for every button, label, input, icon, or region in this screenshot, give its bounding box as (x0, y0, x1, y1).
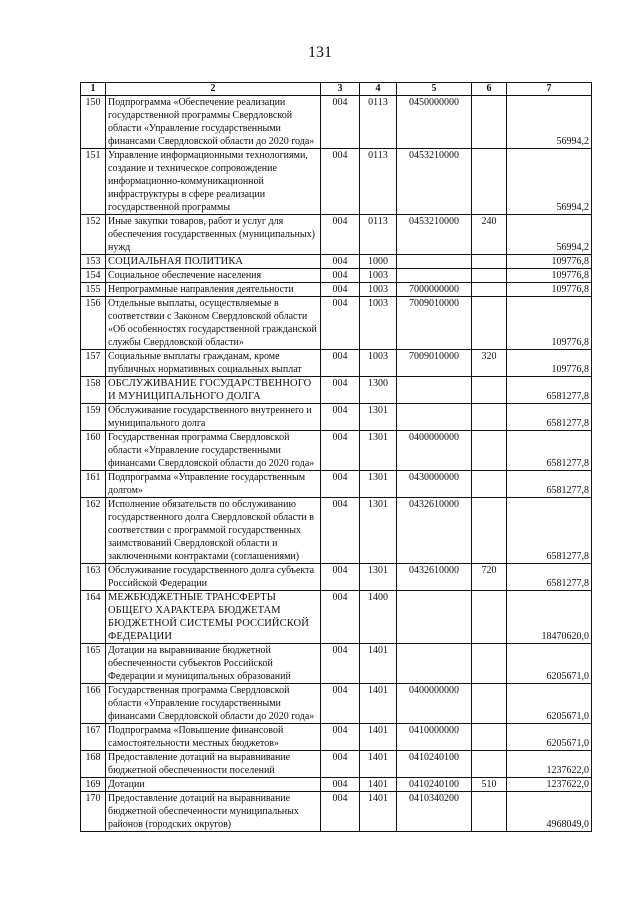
table-row (81, 471, 592, 498)
target-article-cell (397, 269, 472, 283)
row-number-cell: 163 (81, 564, 106, 591)
column-header: 3 (321, 83, 360, 96)
amount-cell: 1237622,0 (507, 778, 592, 792)
ministry-code-cell: 004 (321, 724, 360, 751)
section-code-cell: 1401 (360, 644, 397, 684)
expense-type-cell (472, 431, 507, 471)
section-code-cell: 1003 (360, 297, 397, 350)
amount-cell: 6205671,0 (507, 684, 592, 724)
item-name-cell: Обслуживание государственного внутреннего и муниципального долга (106, 404, 321, 431)
section-code-cell: 1401 (360, 724, 397, 751)
table-row (81, 96, 592, 149)
amount-cell: 56994,2 (507, 96, 592, 149)
table-row (81, 684, 592, 724)
target-article-cell: 7009010000 (397, 350, 472, 377)
expense-type-cell (472, 96, 507, 149)
target-article-cell: 0450000000 (397, 96, 472, 149)
row-number-cell: 164 (81, 591, 106, 644)
table-body (81, 96, 592, 832)
section-code-cell: 1301 (360, 431, 397, 471)
target-article-cell: 0400000000 (397, 431, 472, 471)
expense-type-cell: 320 (472, 350, 507, 377)
table-header-row (81, 83, 592, 96)
expense-type-cell: 240 (472, 215, 507, 255)
table-row (81, 792, 592, 832)
row-number-cell: 159 (81, 404, 106, 431)
amount-cell: 6205671,0 (507, 724, 592, 751)
row-number-cell: 160 (81, 431, 106, 471)
expense-type-cell (472, 471, 507, 498)
expense-type-cell (472, 255, 507, 269)
ministry-code-cell: 004 (321, 644, 360, 684)
target-article-cell (397, 644, 472, 684)
ministry-code-cell: 004 (321, 377, 360, 404)
column-header: 2 (106, 83, 321, 96)
ministry-code-cell: 004 (321, 471, 360, 498)
item-name-cell: Непрограммные направления деятельности (106, 283, 321, 297)
target-article-cell: 0410000000 (397, 724, 472, 751)
table-row (81, 297, 592, 350)
target-article-cell: 7009010000 (397, 297, 472, 350)
target-article-cell (397, 591, 472, 644)
table-row (81, 564, 592, 591)
target-article-cell (397, 377, 472, 404)
section-code-cell: 1003 (360, 283, 397, 297)
row-number-cell: 170 (81, 792, 106, 832)
column-header: 5 (397, 83, 472, 96)
ministry-code-cell: 004 (321, 149, 360, 215)
table-row (81, 724, 592, 751)
ministry-code-cell: 004 (321, 269, 360, 283)
amount-cell: 1237622,0 (507, 751, 592, 778)
section-code-cell: 1003 (360, 269, 397, 283)
amount-cell: 56994,2 (507, 215, 592, 255)
target-article-cell: 0453210000 (397, 215, 472, 255)
amount-cell: 6581277,8 (507, 498, 592, 564)
row-number-cell: 152 (81, 215, 106, 255)
table-row (81, 644, 592, 684)
target-article-cell: 0410340200 (397, 792, 472, 832)
ministry-code-cell: 004 (321, 591, 360, 644)
item-name-cell: СОЦИАЛЬНАЯ ПОЛИТИКА (106, 255, 321, 269)
amount-cell: 6205671,0 (507, 644, 592, 684)
table-row (81, 431, 592, 471)
row-number-cell: 169 (81, 778, 106, 792)
table-row (81, 255, 592, 269)
row-number-cell: 155 (81, 283, 106, 297)
section-code-cell: 1301 (360, 404, 397, 431)
row-number-cell: 153 (81, 255, 106, 269)
target-article-cell: 0410240100 (397, 778, 472, 792)
row-number-cell: 158 (81, 377, 106, 404)
table-row (81, 269, 592, 283)
expense-type-cell (472, 377, 507, 404)
section-code-cell: 1400 (360, 591, 397, 644)
amount-cell: 18470620,0 (507, 591, 592, 644)
item-name-cell: Отдельные выплаты, осуществляемые в соответствии с Законом Свердловской области «Об особенностях государственной гражданской службы Свердловской области» (106, 297, 321, 350)
ministry-code-cell: 004 (321, 792, 360, 832)
amount-cell: 56994,2 (507, 149, 592, 215)
expense-type-cell (472, 792, 507, 832)
expense-type-cell (472, 724, 507, 751)
section-code-cell: 1301 (360, 498, 397, 564)
ministry-code-cell: 004 (321, 431, 360, 471)
row-number-cell: 161 (81, 471, 106, 498)
section-code-cell: 1401 (360, 684, 397, 724)
item-name-cell: МЕЖБЮДЖЕТНЫЕ ТРАНСФЕРТЫ ОБЩЕГО ХАРАКТЕРА БЮДЖЕТАМ БЮДЖЕТНОЙ СИСТЕМЫ РОССИЙСКОЙ ФЕДЕРАЦИИ (106, 591, 321, 644)
item-name-cell: ОБСЛУЖИВАНИЕ ГОСУДАРСТВЕННОГО И МУНИЦИПАЛЬНОГО ДОЛГА (106, 377, 321, 404)
item-name-cell: Дотации (106, 778, 321, 792)
table-row (81, 283, 592, 297)
section-code-cell: 1003 (360, 350, 397, 377)
item-name-cell: Подпрограмма «Обеспечение реализации государственной программы Свердловской области «Управление государственными финансами Свердловской области до 2020 года» (106, 96, 321, 149)
item-name-cell: Предоставление дотаций на выравнивание бюджетной обеспеченности муниципальных районов (городских округов) (106, 792, 321, 832)
table-row (81, 778, 592, 792)
amount-cell: 6581277,8 (507, 377, 592, 404)
target-article-cell (397, 255, 472, 269)
section-code-cell: 1301 (360, 471, 397, 498)
section-code-cell: 0113 (360, 149, 397, 215)
item-name-cell: Исполнение обязательств по обслуживанию государственного долга Свердловской области в соответствии с программой государственных заимствований Свердловской области и заключенными контрактами (соглашениями) (106, 498, 321, 564)
amount-cell: 6581277,8 (507, 471, 592, 498)
expense-type-cell (472, 751, 507, 778)
amount-cell: 109776,8 (507, 350, 592, 377)
section-code-cell: 1300 (360, 377, 397, 404)
expense-type-cell (472, 644, 507, 684)
section-code-cell: 0113 (360, 96, 397, 149)
column-header: 1 (81, 83, 106, 96)
target-article-cell: 0432610000 (397, 564, 472, 591)
table-row (81, 215, 592, 255)
amount-cell: 6581277,8 (507, 564, 592, 591)
amount-cell: 4968049,0 (507, 792, 592, 832)
budget-table (80, 82, 592, 832)
table-row (81, 404, 592, 431)
ministry-code-cell: 004 (321, 350, 360, 377)
item-name-cell: Социальное обеспечение населения (106, 269, 321, 283)
item-name-cell: Предоставление дотаций на выравнивание бюджетной обеспеченности поселений (106, 751, 321, 778)
expense-type-cell (472, 404, 507, 431)
section-code-cell: 0113 (360, 215, 397, 255)
expense-type-cell: 510 (472, 778, 507, 792)
target-article-cell: 7000000000 (397, 283, 472, 297)
row-number-cell: 166 (81, 684, 106, 724)
ministry-code-cell: 004 (321, 297, 360, 350)
item-name-cell: Подпрограмма «Повышение финансовой самостоятельности местных бюджетов» (106, 724, 321, 751)
expense-type-cell (472, 269, 507, 283)
table-row (81, 591, 592, 644)
amount-cell: 6581277,8 (507, 431, 592, 471)
row-number-cell: 157 (81, 350, 106, 377)
row-number-cell: 162 (81, 498, 106, 564)
item-name-cell: Социальные выплаты гражданам, кроме публичных нормативных социальных выплат (106, 350, 321, 377)
row-number-cell: 167 (81, 724, 106, 751)
ministry-code-cell: 004 (321, 564, 360, 591)
table-row (81, 751, 592, 778)
table-row (81, 350, 592, 377)
item-name-cell: Государственная программа Свердловской области «Управление государственными финансами Свердловской области до 2020 года» (106, 431, 321, 471)
row-number-cell: 150 (81, 96, 106, 149)
expense-type-cell (472, 283, 507, 297)
expense-type-cell (472, 149, 507, 215)
target-article-cell: 0453210000 (397, 149, 472, 215)
section-code-cell: 1301 (360, 564, 397, 591)
table-row (81, 149, 592, 215)
table-row (81, 377, 592, 404)
ministry-code-cell: 004 (321, 778, 360, 792)
section-code-cell: 1401 (360, 792, 397, 832)
section-code-cell: 1000 (360, 255, 397, 269)
ministry-code-cell: 004 (321, 96, 360, 149)
item-name-cell: Дотации на выравнивание бюджетной обеспеченности субъектов Российской Федерации и муниципальных образований (106, 644, 321, 684)
expense-type-cell (472, 684, 507, 724)
item-name-cell: Подпрограмма «Управление государственным долгом» (106, 471, 321, 498)
row-number-cell: 151 (81, 149, 106, 215)
ministry-code-cell: 004 (321, 404, 360, 431)
target-article-cell (397, 404, 472, 431)
amount-cell: 6581277,8 (507, 404, 592, 431)
target-article-cell: 0410240100 (397, 751, 472, 778)
section-code-cell: 1401 (360, 751, 397, 778)
table-row (81, 498, 592, 564)
target-article-cell: 0430000000 (397, 471, 472, 498)
ministry-code-cell: 004 (321, 283, 360, 297)
section-code-cell: 1401 (360, 778, 397, 792)
row-number-cell: 168 (81, 751, 106, 778)
row-number-cell: 165 (81, 644, 106, 684)
amount-cell: 109776,8 (507, 283, 592, 297)
row-number-cell: 156 (81, 297, 106, 350)
item-name-cell: Иные закупки товаров, работ и услуг для обеспечения государственных (муниципальных) нужд (106, 215, 321, 255)
column-header: 6 (472, 83, 507, 96)
ministry-code-cell: 004 (321, 498, 360, 564)
row-number-cell: 154 (81, 269, 106, 283)
amount-cell: 109776,8 (507, 297, 592, 350)
expense-type-cell (472, 297, 507, 350)
ministry-code-cell: 004 (321, 215, 360, 255)
item-name-cell: Обслуживание государственного долга субъекта Российской Федерации (106, 564, 321, 591)
item-name-cell: Управление информационными технологиями, создание и техническое сопровождение информационно-коммуникационной инфраструктуры в сфере реализации государственной программы (106, 149, 321, 215)
expense-type-cell (472, 591, 507, 644)
page-number: 131 (308, 44, 332, 61)
ministry-code-cell: 004 (321, 751, 360, 778)
target-article-cell: 0400000000 (397, 684, 472, 724)
expense-type-cell (472, 498, 507, 564)
item-name-cell: Государственная программа Свердловской области «Управление государственными финансами Свердловской области до 2020 года» (106, 684, 321, 724)
column-header: 7 (507, 83, 592, 96)
target-article-cell: 0432610000 (397, 498, 472, 564)
amount-cell: 109776,8 (507, 269, 592, 283)
ministry-code-cell: 004 (321, 684, 360, 724)
expense-type-cell: 720 (472, 564, 507, 591)
amount-cell: 109776,8 (507, 255, 592, 269)
column-header: 4 (360, 83, 397, 96)
ministry-code-cell: 004 (321, 255, 360, 269)
